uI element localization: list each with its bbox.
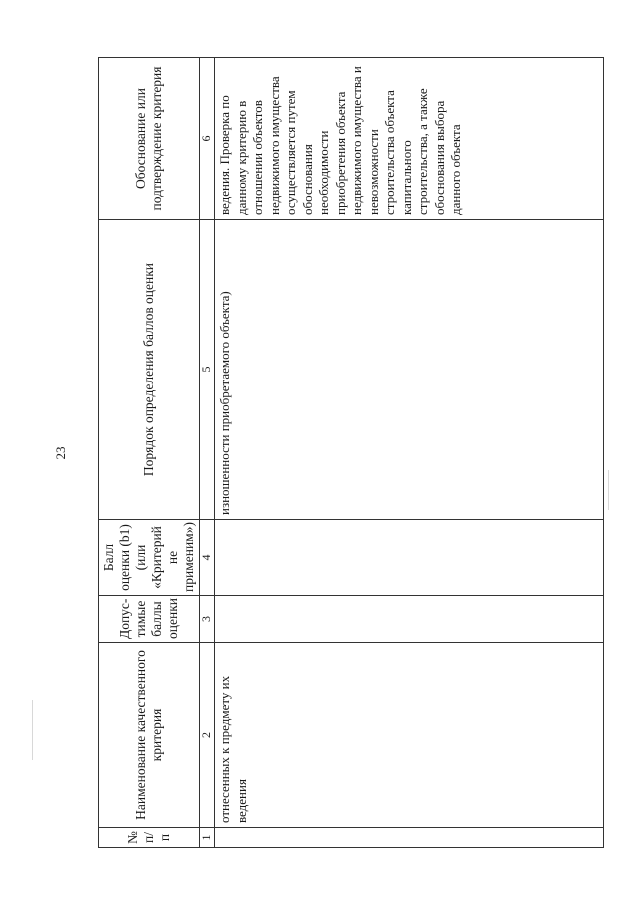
header-criterion-name: Наименование качественного критерия <box>99 643 200 828</box>
header-allowed-scores: Допус-тимые баллы оценки <box>99 596 200 643</box>
col-number-2: 2 <box>200 643 215 828</box>
scan-edge-mark <box>32 700 33 760</box>
col-number-6: 6 <box>200 58 215 220</box>
header-order: Порядок определения баллов оценки <box>99 220 200 520</box>
col-number-4: 4 <box>200 520 215 596</box>
criteria-table <box>98 57 604 848</box>
cell-order: изношенности приобретаемого объекта) <box>215 220 604 520</box>
cell-num <box>215 828 604 848</box>
rotated-table-wrapper <box>98 58 604 848</box>
col-number-1: 1 <box>200 828 215 848</box>
page-number: 23 <box>53 446 68 460</box>
column-number-row <box>200 58 215 848</box>
scan-edge-mark <box>608 470 609 510</box>
cell-allowed-scores <box>215 596 604 643</box>
cell-justification: ведения. Проверка по данному критерию в отношении объектов недвижимого имущества осуществляется путем обоснования необходимости приобретения объекта недвижимого имущества и невозможности строительства объекта капитального строительства, а также обоснования выбора данного объекта <box>215 58 604 220</box>
cell-score <box>215 520 604 596</box>
col-number-5: 5 <box>200 220 215 520</box>
header-row <box>99 58 200 848</box>
table-row <box>215 58 604 848</box>
header-score-text: Балл оценки (b1) (или «Критерий не применим») <box>101 522 196 592</box>
header-num: № п/п <box>99 828 200 848</box>
cell-criterion-name: отнесенных к предмету их ведения <box>215 643 604 828</box>
header-score <box>99 520 200 596</box>
col-number-3: 3 <box>200 596 215 643</box>
header-justification: Обоснование или подтверждение критерия <box>99 58 200 220</box>
